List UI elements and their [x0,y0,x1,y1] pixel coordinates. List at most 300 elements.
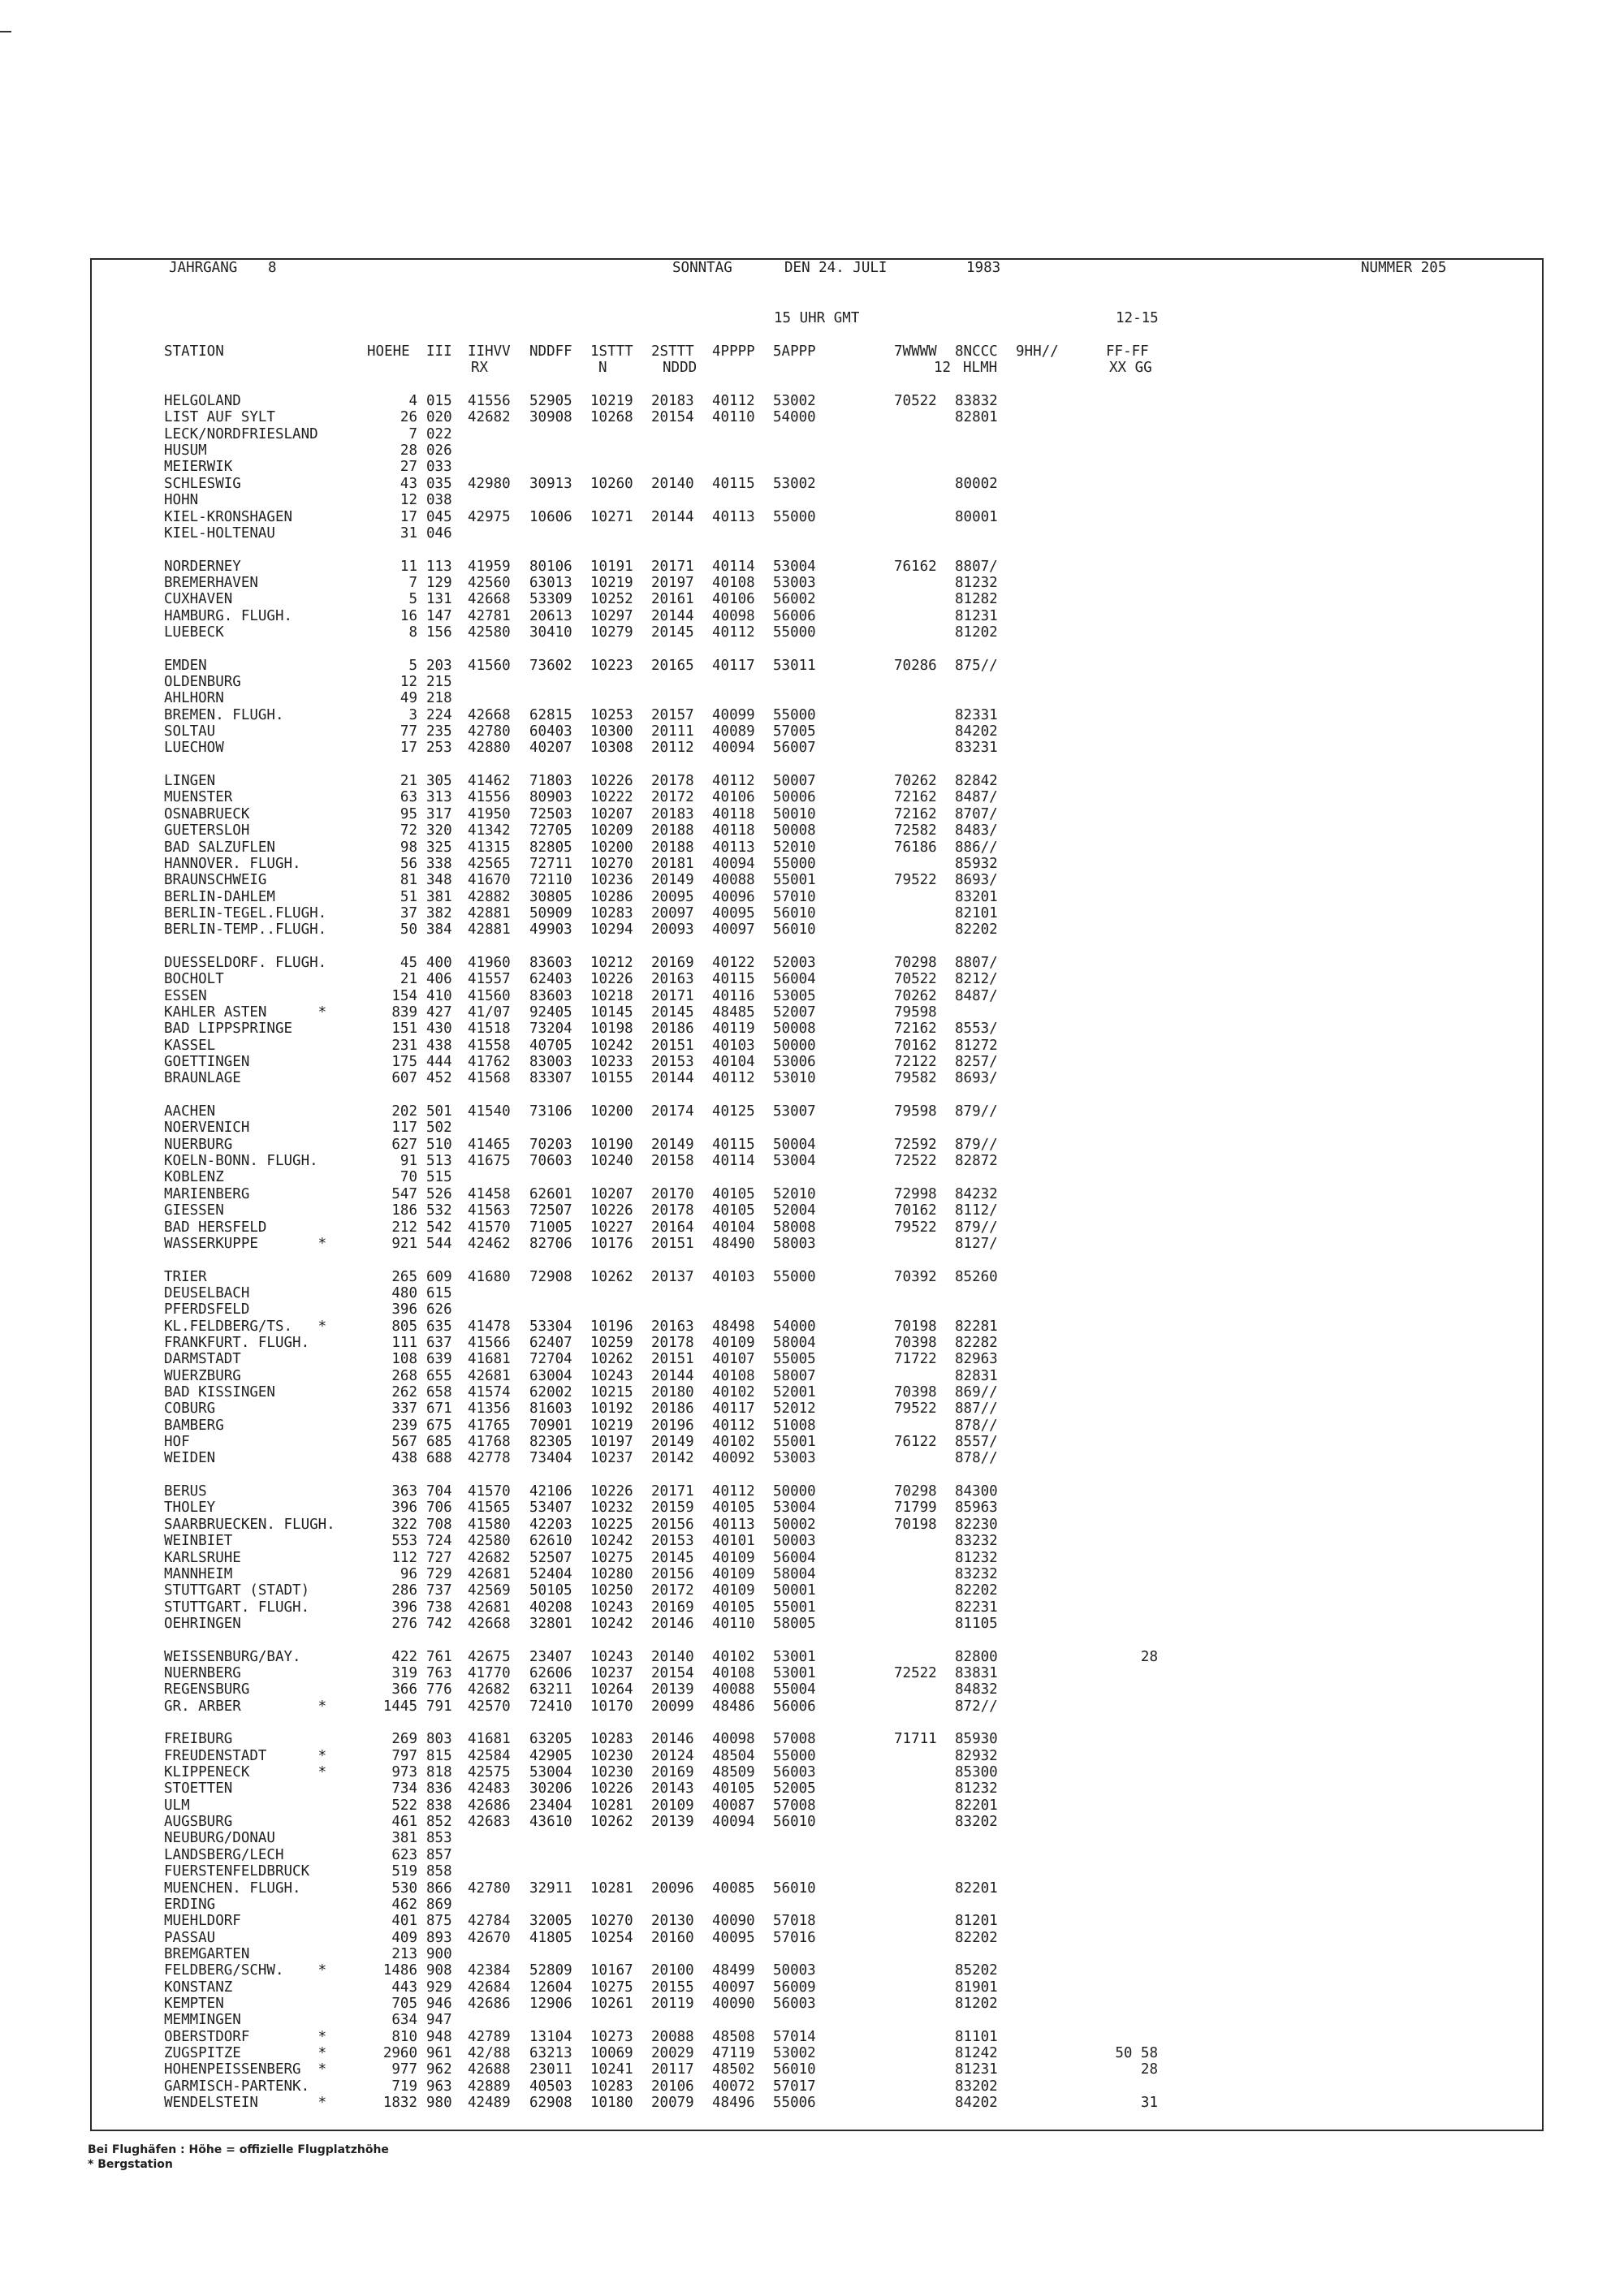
cell-iihvv: 41462 [468,773,511,790]
cell-iihvv: 42560 [468,574,511,591]
cell-nccc8: 8807/ [955,558,998,575]
bulletin-number: NUMMER 205 [1361,260,1447,276]
cell-sttt1: 10273 [590,2028,633,2045]
cell-iii: 313 [426,789,452,806]
cell-sttt1: 10281 [590,1797,633,1814]
cell-nddff: 72410 [529,1698,572,1715]
cell-hoehe: 63 [400,789,417,806]
cell-iii: 046 [426,524,452,542]
cell-iihvv: 41574 [468,1384,511,1400]
cell-nccc8: 81201 [955,1913,998,1930]
weekday: SONNTAG [672,260,732,276]
cell-sttt1: 10268 [590,409,633,426]
cell-wwww7: 72522 [894,1153,937,1170]
cell-iii: 704 [426,1483,452,1500]
table-row [0,1830,1624,1847]
cell-iihvv: 42580 [468,1533,511,1550]
cell-hoehe: 56 [400,855,417,872]
cell-nccc8: 886// [955,839,998,856]
cell-hoehe: 381 [391,1830,417,1847]
cell-pppp4: 40125 [712,1103,755,1120]
cell-iii: 022 [426,425,452,442]
table-row [0,1434,1624,1451]
cell-iii: 045 [426,508,452,525]
cell-iii: 866 [426,1880,452,1897]
cell-hoehe: 1486 [382,1962,417,1979]
cell-hoehe: 202 [391,1103,417,1120]
cell-iihvv: 41315 [468,839,511,856]
cell-appp5: 55000 [773,855,816,872]
col-ff: FF-FF [1106,343,1149,360]
cell-appp5: 50002 [773,1516,816,1533]
cell-hoehe: 322 [391,1516,417,1533]
cell-station-name: AHLHORN [164,690,224,707]
cell-hoehe: 1445 [382,1698,417,1715]
cell-sttt2: 20171 [651,1483,694,1500]
table-row [0,1038,1624,1055]
cell-station-name: HANNOVER. FLUGH. [164,855,301,872]
cell-hoehe: 443 [391,1979,417,1996]
cell-appp5: 56010 [773,1880,816,1897]
cell-nccc8: 8257/ [955,1054,998,1070]
cell-sttt2: 20181 [651,855,694,872]
cell-iii: 438 [426,1037,452,1054]
cell-sttt2: 20183 [651,805,694,822]
cell-station-name: HELGOLAND [164,393,241,409]
cell-pppp4: 40090 [712,1995,755,2012]
cell-pppp4: 40087 [712,1797,755,1814]
cell-hoehe: 50 [400,921,417,939]
cell-pppp4: 40098 [712,607,755,624]
table-row [0,1698,1624,1716]
cell-iii: 320 [426,822,452,839]
cell-iii: 382 [426,904,452,921]
cell-nccc8: 81232 [955,574,998,591]
cell-appp5: 57008 [773,1797,816,1814]
cell-sttt2: 20174 [651,1103,694,1120]
cell-sttt2: 20161 [651,591,694,608]
cell-pppp4: 40105 [712,1599,755,1616]
cell-iii: 671 [426,1400,452,1418]
cell-iihvv: 42675 [468,1648,511,1665]
cell-pppp4: 40112 [712,1483,755,1500]
cell-iii: 858 [426,1863,452,1880]
cell-sttt1: 10226 [590,1202,633,1219]
cell-pppp4: 40102 [712,1648,755,1665]
cell-iihvv: 41540 [468,1103,511,1120]
cell-appp5: 55000 [773,508,816,525]
cell-iihvv: 42975 [468,508,511,525]
cell-pppp4: 40108 [712,1367,755,1384]
cell-pppp4: 48504 [712,1747,755,1764]
cell-station-name: LANDSBERG/LECH [164,1846,284,1863]
cell-pppp4: 40108 [712,574,755,591]
cell-station-name: KIEL-HOLTENAU [164,524,275,542]
cell-sttt2: 20109 [651,1797,694,1814]
table-row [0,1219,1624,1236]
cell-iii: 776 [426,1681,452,1698]
cell-appp5: 58003 [773,1235,816,1252]
cell-appp5: 57017 [773,2078,816,2095]
cell-sttt1: 10262 [590,1268,633,1285]
cell-station-name: AUGSBURG [164,1814,233,1831]
cell-sttt2: 20151 [651,1037,694,1054]
cell-sttt1: 10226 [590,971,633,988]
cell-station-name: EMDEN [164,657,207,674]
cell-iii: 637 [426,1334,452,1351]
cell-iihvv: 41356 [468,1400,511,1418]
cell-sttt2: 20158 [651,1153,694,1170]
cell-nddff: 23404 [529,1797,572,1814]
cell-nddff: 82805 [529,839,572,856]
cell-hoehe: 7 [408,574,417,591]
cell-iii: 502 [426,1120,452,1137]
table-row [0,789,1624,806]
cell-nccc8: 8553/ [955,1021,998,1038]
cell-appp5: 58007 [773,1367,816,1384]
cell-hoehe: 5 [408,657,417,674]
cell-nddff: 43610 [529,1814,572,1831]
cell-hoehe: 977 [391,2061,417,2078]
cell-sttt1: 10145 [590,1003,633,1021]
cell-iii: 513 [426,1153,452,1170]
cell-pppp4: 40072 [712,2078,755,2095]
col-hoehe: HOEHE [367,343,410,360]
cell-station-name: BAD HERSFELD [164,1219,267,1236]
cell-nddff: 32801 [529,1615,572,1632]
cell-iii: 542 [426,1219,452,1236]
cell-hoehe: 4 [408,393,417,409]
cell-sttt2: 20188 [651,839,694,856]
cell-hoehe: 21 [400,773,417,790]
cell-sttt1: 10275 [590,1549,633,1566]
cell-hoehe: 70 [400,1169,417,1186]
cell-sttt2: 20165 [651,657,694,674]
jahrgang-label: JAHRGANG [169,260,238,276]
cell-iii: 836 [426,1780,452,1798]
cell-hoehe: 705 [391,1995,417,2012]
cell-appp5: 53003 [773,574,816,591]
cell-nccc8: 85930 [955,1731,998,1748]
cell-nddff: 71005 [529,1219,572,1236]
cell-iii: 857 [426,1846,452,1863]
cell-nccc8: 82201 [955,1880,998,1897]
table-row [0,690,1624,707]
cell-iihvv: 41959 [468,558,511,575]
cell-iii: 946 [426,1995,452,2012]
cell-pppp4: 48496 [712,2095,755,2111]
cell-station-name: CUXHAVEN [164,591,233,608]
cell-iii: 962 [426,2061,452,2078]
cell-nddff: 62002 [529,1384,572,1400]
cell-sttt2: 20100 [651,1962,694,1979]
cell-station-name: SCHLESWIG [164,475,241,492]
cell-hoehe: 366 [391,1681,417,1698]
cell-iii: 852 [426,1814,452,1831]
cell-station-name: FUERSTENFELDBRUCK [164,1863,310,1880]
cell-station-name: OLDENBURG [164,674,241,690]
table-row [0,1351,1624,1368]
cell-pppp4: 40094 [712,855,755,872]
cell-station-name: FREUDENSTADT * [164,1747,327,1764]
cell-iihvv: 42668 [468,591,511,608]
cell-sttt1: 10223 [590,657,633,674]
table-row [0,1236,1624,1253]
table-row [0,1483,1624,1500]
cell-pppp4: 40113 [712,508,755,525]
cell-hoehe: 37 [400,904,417,921]
cell-sttt1: 10242 [590,1533,633,1550]
cell-appp5: 53004 [773,558,816,575]
cell-iihvv: 42880 [468,740,511,757]
cell-appp5: 56010 [773,1814,816,1831]
cell-iii: 853 [426,1830,452,1847]
cell-hoehe: 1832 [382,2095,417,2111]
cell-nccc8: 81901 [955,1979,998,1996]
cell-sttt1: 10264 [590,1681,633,1698]
cell-wwww7: 71799 [894,1500,937,1517]
cell-iihvv: 41465 [468,1136,511,1153]
table-row [0,955,1624,972]
cell-station-name: HOHN [164,492,199,509]
cell-iihvv: 42575 [468,1764,511,1780]
cell-nddff: 52905 [529,393,572,409]
cell-nccc8: 8557/ [955,1434,998,1450]
cell-sttt2: 20145 [651,1003,694,1021]
cell-sttt1: 10167 [590,1962,633,1979]
cell-sttt2: 20151 [651,1351,694,1368]
cell-iii: 156 [426,624,452,641]
cell-iihvv: 41770 [468,1664,511,1681]
cell-sttt1: 10227 [590,1219,633,1236]
table-row [0,459,1624,476]
cell-sttt1: 10237 [590,1664,633,1681]
cell-appp5: 51008 [773,1417,816,1434]
cell-nccc8: 83831 [955,1664,998,1681]
cell-station-name: KOELN-BONN. FLUGH. [164,1153,318,1170]
cell-station-name: DUESSELDORF. FLUGH. [164,954,327,971]
table-row [0,1533,1624,1550]
cell-nddff: 42203 [529,1516,572,1533]
cell-nccc8: 8483/ [955,822,998,839]
cell-iihvv: 42/88 [468,2045,511,2061]
cell-sttt1: 10294 [590,921,633,939]
cell-nccc8: 82202 [955,1582,998,1599]
cell-iihvv: 41960 [468,954,511,971]
cell-appp5: 52010 [773,1185,816,1202]
cell-sttt2: 20145 [651,1549,694,1566]
cell-iii: 325 [426,839,452,856]
cell-sttt1: 10170 [590,1698,633,1715]
cell-sttt1: 10215 [590,1384,633,1400]
table-row [0,476,1624,493]
cell-nddff: 73404 [529,1450,572,1467]
cell-sttt2: 20143 [651,1780,694,1798]
cell-station-name: MARIENBERG [164,1185,250,1202]
cell-hoehe: 11 [400,558,417,575]
cell-nddff: 12906 [529,1995,572,2012]
cell-iii: 338 [426,855,452,872]
cell-sttt2: 20164 [651,1219,694,1236]
cell-pppp4: 40095 [712,1929,755,1946]
cell-pppp4: 40117 [712,1400,755,1418]
cell-sttt2: 20029 [651,2045,694,2061]
cell-sttt1: 10260 [590,475,633,492]
cell-appp5: 56004 [773,971,816,988]
table-row [0,1384,1624,1401]
cell-pppp4: 48502 [712,2061,755,2078]
cell-sttt2: 20142 [651,1450,694,1467]
cell-sttt1: 10226 [590,1483,633,1500]
cell-nccc8: 82202 [955,1929,998,1946]
cell-iii: 875 [426,1913,452,1930]
cell-hoehe: 276 [391,1615,417,1632]
cell-nccc8: 82801 [955,409,998,426]
cell-iii: 675 [426,1417,452,1434]
cell-sttt1: 10212 [590,954,633,971]
col-nddff: NDDFF [529,343,572,360]
cell-wwww7: 72162 [894,805,937,822]
cell-pppp4: 40115 [712,1136,755,1153]
cell-iii: 658 [426,1384,452,1400]
cell-appp5: 55001 [773,1434,816,1450]
cell-pppp4: 40097 [712,1979,755,1996]
table-row [0,1318,1624,1336]
cell-station-name: BRAUNLAGE [164,1070,241,1087]
cell-sttt2: 20156 [651,1565,694,1582]
cell-nddff: 63213 [529,2045,572,2061]
cell-hoehe: 567 [391,1434,417,1450]
cell-iihvv: 41681 [468,1351,511,1368]
cell-nccc8: 85932 [955,855,998,872]
cell-sttt1: 10176 [590,1235,633,1252]
cell-station-name: MEIERWIK [164,459,233,476]
cell-hoehe: 7 [408,425,417,442]
cell-wwww7: 70522 [894,971,937,988]
cell-hoehe: 212 [391,1219,417,1236]
cell-iihvv: 41565 [468,1500,511,1517]
cell-iihvv: 41558 [468,1037,511,1054]
cell-iii: 427 [426,1003,452,1021]
cell-sttt1: 10250 [590,1582,633,1599]
table-row [0,1566,1624,1583]
cell-station-name: KONSTANZ [164,1979,233,1996]
cell-sttt2: 20155 [651,1979,694,1996]
table-row [0,608,1624,625]
cell-iihvv: 42569 [468,1582,511,1599]
cell-iihvv: 42580 [468,624,511,641]
cell-hoehe: 797 [391,1747,417,1764]
cell-nddff: 62815 [529,706,572,723]
cell-pppp4: 40089 [712,723,755,740]
cell-iii: 203 [426,657,452,674]
cell-sttt2: 20170 [651,1185,694,1202]
table-row [0,822,1624,839]
cell-hoehe: 921 [391,1235,417,1252]
cell-pppp4: 40109 [712,1334,755,1351]
cell-sttt2: 20144 [651,1367,694,1384]
cell-nddff: 81603 [529,1400,572,1418]
cell-wwww7: 70522 [894,393,937,409]
cell-station-name: KLIPPENECK * [164,1764,327,1780]
cell-station-name: WENDELSTEIN * [164,2095,327,2111]
cell-station-name: GUETERSLOH [164,822,250,839]
table-row [0,1500,1624,1517]
cell-sttt2: 20169 [651,1764,694,1780]
cell-sttt1: 10233 [590,1054,633,1070]
cell-iihvv: 42668 [468,1615,511,1632]
cell-sttt1: 10280 [590,1565,633,1582]
cell-wwww7: 72998 [894,1185,937,1202]
cell-appp5: 54000 [773,1318,816,1335]
cell-hoehe: 547 [391,1185,417,1202]
cell-wwww7: 70398 [894,1384,937,1400]
cell-iii: 818 [426,1764,452,1780]
cell-sttt2: 20172 [651,789,694,806]
cell-iii: 253 [426,740,452,757]
cell-iii: 033 [426,459,452,476]
cell-hoehe: 973 [391,1764,417,1780]
table-row [0,740,1624,757]
cell-pppp4: 40106 [712,591,755,608]
table-row [0,1517,1624,1534]
cell-iihvv: 42681 [468,1565,511,1582]
cell-sttt1: 10207 [590,805,633,822]
cell-iii: 129 [426,574,452,591]
cell-sttt1: 10262 [590,1814,633,1831]
cell-pppp4: 40105 [712,1202,755,1219]
cell-hoehe: 8 [408,624,417,641]
cell-pppp4: 40109 [712,1565,755,1582]
table-row [0,1748,1624,1765]
col-7wwww-sub: 12 [934,360,952,376]
cell-nddff: 63013 [529,574,572,591]
cell-pppp4: 40106 [712,789,755,806]
cell-sttt2: 20079 [651,2095,694,2111]
cell-iii: 761 [426,1648,452,1665]
table-row [0,1021,1624,1038]
cell-sttt1: 10197 [590,1434,633,1450]
cell-pppp4: 40114 [712,1153,755,1170]
cell-nccc8: 869// [955,1384,998,1400]
cell-nccc8: 83231 [955,740,998,757]
cell-nccc8: 82281 [955,1318,998,1335]
cell-iihvv: 42980 [468,475,511,492]
cell-pppp4: 40112 [712,624,755,641]
cell-appp5: 52001 [773,1384,816,1400]
cell-sttt1: 10180 [590,2095,633,2111]
cell-hoehe: 27 [400,459,417,476]
cell-nddff: 23011 [529,2061,572,2078]
cell-nddff: 80106 [529,558,572,575]
cell-iihvv: 42565 [468,855,511,872]
cell-station-name: GOETTINGEN [164,1054,250,1070]
cell-iii: 929 [426,1979,452,1996]
cell-nccc8: 82831 [955,1367,998,1384]
cell-hoehe: 396 [391,1301,417,1318]
cell-iihvv: 42570 [468,1698,511,1715]
cell-appp5: 53003 [773,1450,816,1467]
cell-station-name: KIEL-KRONSHAGEN [164,508,293,525]
table-row [0,1004,1624,1021]
table-row [0,988,1624,1005]
cell-iii: 317 [426,805,452,822]
cell-hoehe: 21 [400,971,417,988]
cell-hoehe: 151 [391,1021,417,1038]
cell-iihvv: 42780 [468,1880,511,1897]
cell-appp5: 55004 [773,1681,816,1698]
table-row [0,658,1624,675]
